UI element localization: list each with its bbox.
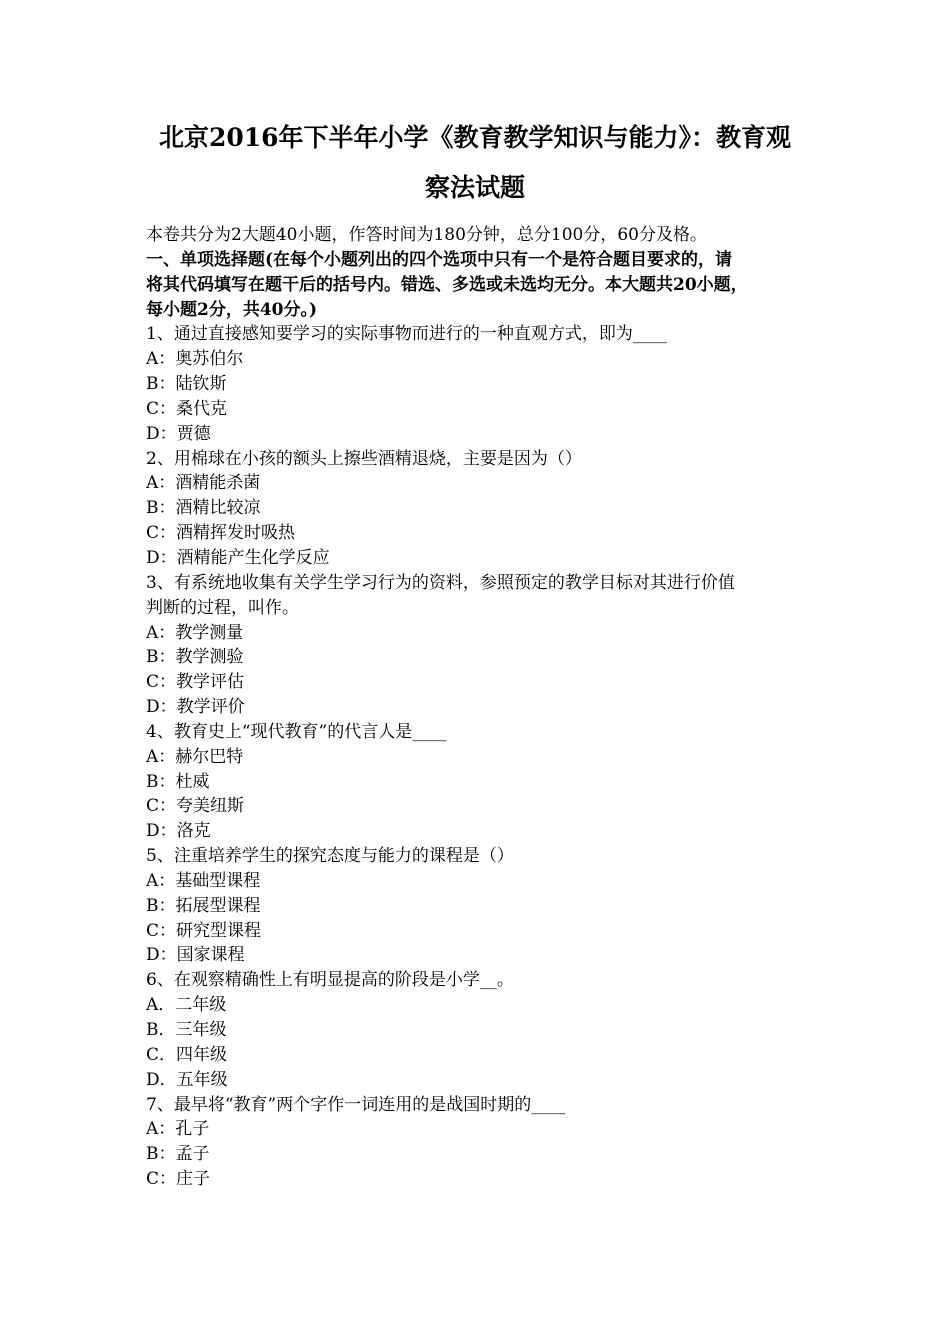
answer-option: C：庄子 <box>146 1169 211 1190</box>
question-5 <box>146 844 811 968</box>
section-heading-line: 每小题2分，共40分。) <box>146 299 318 320</box>
answer-option: B：酒精比较凉 <box>146 498 261 519</box>
question-4 <box>146 720 811 844</box>
question-stem: 4、教育史上“现代教育”的代言人是____ <box>146 721 447 742</box>
question-7 <box>146 1093 811 1192</box>
answer-option: B：陆钦斯 <box>146 374 227 395</box>
answer-option: B：拓展型课程 <box>146 895 261 916</box>
section-heading <box>146 248 811 323</box>
question-1 <box>146 322 811 446</box>
question-3 <box>146 571 811 720</box>
answer-option: B：杜威 <box>146 771 210 792</box>
answer-option: A：基础型课程 <box>146 870 261 891</box>
document-title-line-2: 察法试题 <box>424 173 525 202</box>
answer-option: A．二年级 <box>146 995 227 1016</box>
answer-option: C：酒精挥发时吸热 <box>146 523 296 544</box>
question-stem: 7、最早将“教育”两个字作一词连用的是战国时期的____ <box>146 1094 566 1115</box>
answer-option: C：研究型课程 <box>146 920 262 941</box>
answer-option: B：孟子 <box>146 1144 210 1165</box>
document-body <box>146 223 811 1192</box>
exam-intro: 本卷共分为2大题40小题，作答时间为180分钟，总分100分，60分及格。 <box>146 225 707 245</box>
question-stem: 5、注重培养学生的探究态度与能力的课程是（） <box>146 846 514 867</box>
question-stem: 判断的过程，叫作。 <box>146 597 299 618</box>
answer-option: D：洛克 <box>146 821 211 842</box>
question-6 <box>146 968 811 1092</box>
question-stem: 3、有系统地收集有关学生学习行为的资料，参照预定的教学目标对其进行价值 <box>146 572 735 593</box>
answer-option: B．三年级 <box>146 1020 227 1040</box>
answer-option: B：教学测验 <box>146 647 244 668</box>
answer-option: D：国家课程 <box>146 945 245 966</box>
question-stem: 6、在观察精确性上有明显提高的阶段是小学__。 <box>146 970 514 991</box>
answer-option: A：赫尔巴特 <box>146 746 244 767</box>
question-stem: 1、通过直接感知要学习的实际事物而进行的一种直观方式，即为____ <box>146 324 667 345</box>
answer-option: D：教学评价 <box>146 697 245 718</box>
section-heading-line: 一、单项选择题(在每个小题列出的四个选项中只有一个是符合题目要求的，请 <box>146 249 733 270</box>
document-title-line-1: 北京2016年下半年小学《教育教学知识与能力》：教育观 <box>158 123 792 152</box>
answer-option: C：桑代克 <box>146 398 228 419</box>
question-2 <box>146 447 811 571</box>
answer-option: A：教学测量 <box>146 622 244 643</box>
answer-option: C：夸美纽斯 <box>146 796 245 817</box>
answer-option: C：教学评估 <box>146 672 245 693</box>
question-stem: 2、用棉球在小孩的额头上擦些酒精退烧，主要是因为（） <box>146 448 582 469</box>
answer-option: C．四年级 <box>146 1044 228 1065</box>
section-heading-line: 将其代码填写在题干后的括号内。错选、多选或未选均无分。本大题共20小题， <box>146 274 748 295</box>
answer-option: D：酒精能产生化学反应 <box>146 547 330 568</box>
answer-option: A：奥苏伯尔 <box>146 349 244 370</box>
answer-option: D．五年级 <box>146 1069 228 1090</box>
answer-option: A：孔子 <box>146 1119 210 1140</box>
answer-option: D：贾德 <box>146 423 211 444</box>
answer-option: A：酒精能杀菌 <box>146 473 261 494</box>
